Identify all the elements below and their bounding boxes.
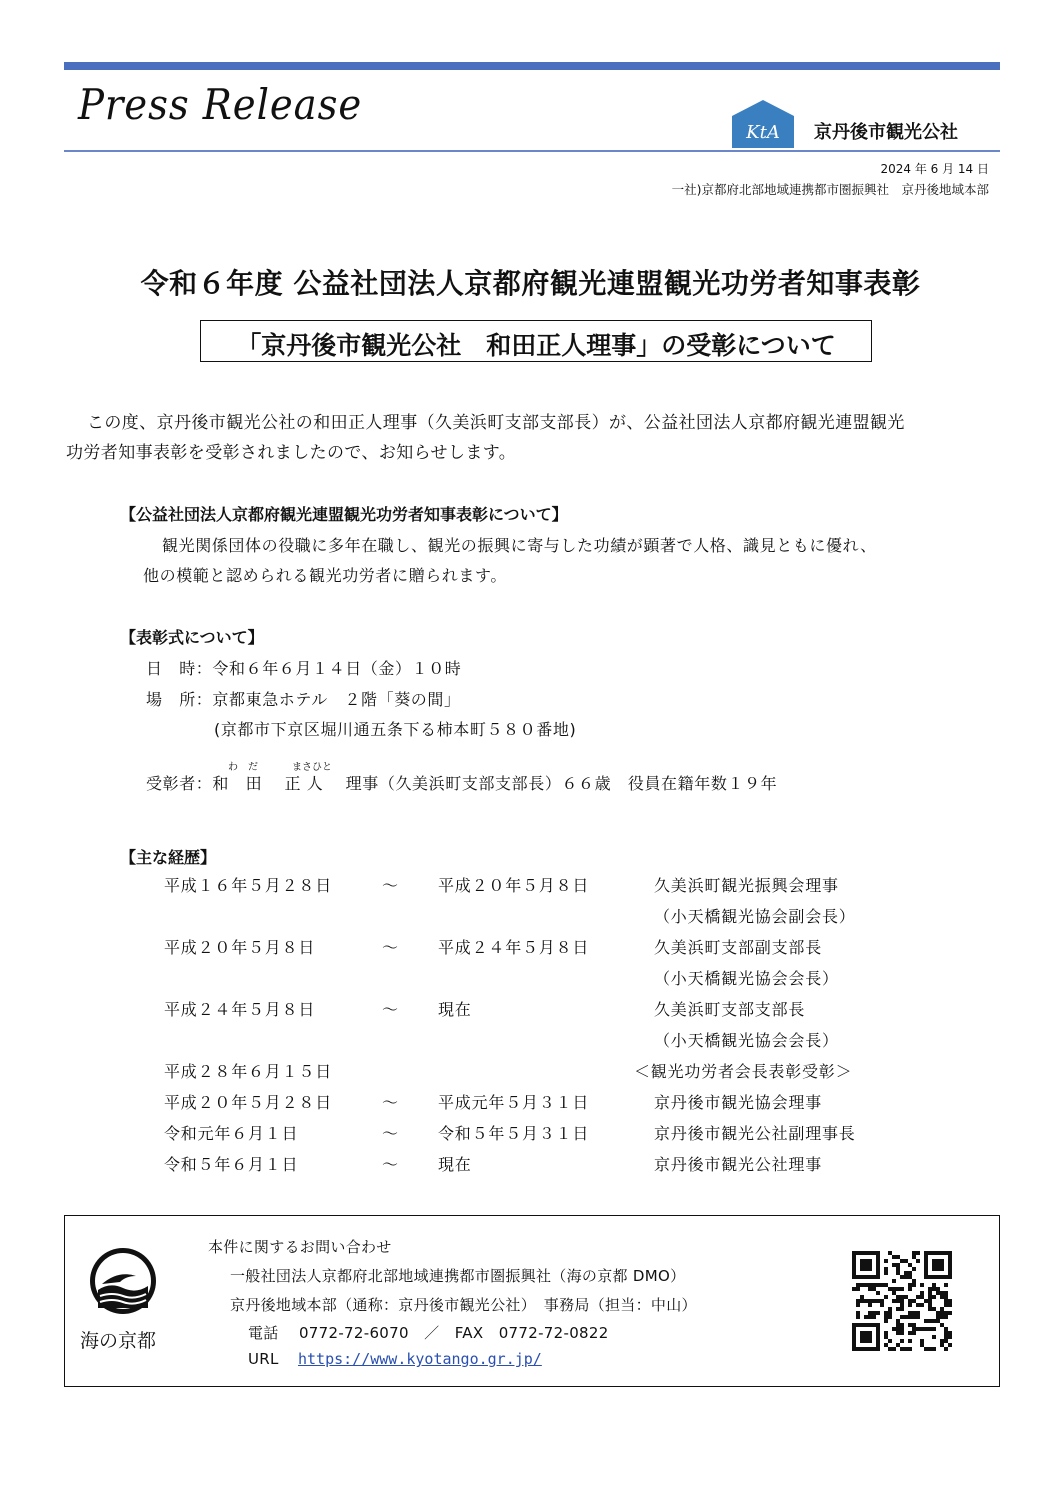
career-from: 平成２０年５月２８日: [164, 1093, 333, 1112]
contact-office: 京丹後地域本部（通称：京丹後市観光公社） 事務局（担当：中山）: [230, 1296, 697, 1314]
ceremony-datetime: 日 時：令和６年６月１４日（金）１０時: [146, 659, 462, 678]
career-to: 現在: [438, 1000, 472, 1019]
intro-line-2: 功労者知事表彰を受彰されましたので、お知らせします。: [66, 443, 517, 463]
career-role: 久美浜町支部支部長: [654, 1000, 806, 1019]
career-row: [0, 1152, 1061, 1182]
career-from: 令和元年６月１日: [164, 1124, 299, 1143]
career-role: （小天橋観光協会副会長）: [654, 907, 856, 926]
career-from: 平成２４年５月８日: [164, 1000, 316, 1019]
career-to: 平成２０年５月８日: [438, 876, 590, 895]
career-role: 久美浜町支部副支部長: [654, 938, 823, 957]
ceremony-recipient: 受彰者：和 田 正 人 理事（久美浜町支部支部長）６６歳 役員在籍年数１９年: [146, 774, 778, 793]
main-title: 令和６年度 公益社団法人京都府観光連盟観光功労者知事表彰: [140, 267, 921, 300]
career-role: 京丹後市観光公社理事: [654, 1155, 823, 1174]
career-sep: ～: [382, 876, 399, 895]
press-release-title: Press Release: [78, 80, 363, 129]
career-row: [0, 1028, 1061, 1058]
contact-heading: 本件に関するお問い合わせ: [208, 1238, 392, 1256]
ruby-wada: わ だ: [228, 762, 258, 773]
career-role: （小天橋観光協会会長）: [654, 969, 839, 988]
subtitle: 「京丹後市観光公社 和田正人理事」の受彰について: [236, 331, 836, 360]
umi-no-kyoto-text: 海の京都: [80, 1330, 157, 1352]
about-line-1: 観光関係団体の役職に多年在職し、観光の振興に寄与した功績が顕著で人格、識見ともに優れ、: [162, 536, 877, 555]
career-from: 平成１６年５月２８日: [164, 876, 333, 895]
umi-no-kyoto-logo-icon: [88, 1246, 158, 1316]
career-sep: ～: [382, 1155, 399, 1174]
intro-line-1: この度、京丹後市観光公社の和田正人理事（久美浜町支部支部長）が、公益社団法人京都府観光連盟観光: [87, 413, 905, 433]
career-row: [0, 935, 1061, 965]
career-heading: 【主な経歴】: [120, 848, 217, 867]
career-role: ＜観光功労者会長表彰受彰＞: [634, 1062, 853, 1081]
about-heading: 【公益社団法人京都府観光連盟観光功労者知事表彰について】: [120, 505, 568, 524]
ceremony-place: 場 所：京都東急ホテル ２階「葵の間」: [146, 690, 461, 709]
career-to: 現在: [438, 1155, 472, 1174]
about-line-2: 他の模範と認められる観光功労者に贈られます。: [143, 566, 507, 585]
career-row: [0, 904, 1061, 934]
career-from: 令和５年６月１日: [164, 1155, 299, 1174]
release-date: 2024 年 6 月 14 日: [880, 162, 989, 176]
career-row: [0, 997, 1061, 1027]
career-row: [0, 966, 1061, 996]
career-row: [0, 1059, 1061, 1089]
career-role: （小天橋観光協会会長）: [654, 1031, 839, 1050]
career-to: 令和５年５月３１日: [438, 1124, 590, 1143]
kta-house-logo-icon: [728, 98, 798, 150]
career-row: [0, 1121, 1061, 1151]
career-to: 平成２４年５月８日: [438, 938, 590, 957]
contact-org: 一般社団法人京都府北部地域連携都市圏振興社（海の京都 DMO）: [230, 1267, 686, 1285]
header-top-bar: [64, 62, 1000, 70]
career-row: [0, 1090, 1061, 1120]
career-sep: ～: [382, 938, 399, 957]
header-divider: [64, 150, 1000, 152]
career-role: 京丹後市観光公社副理事長: [654, 1124, 856, 1143]
org-name: 京丹後市観光公社: [814, 122, 958, 143]
ceremony-address: (京都市下京区堀川通五条下る柿本町５８０番地): [214, 720, 577, 739]
career-sep: ～: [382, 1093, 399, 1112]
career-role: 久美浜町観光振興会理事: [654, 876, 839, 895]
svg-text:KtA: KtA: [746, 122, 780, 143]
career-from: 平成２８年６月１５日: [164, 1062, 333, 1081]
career-sep: ～: [382, 1000, 399, 1019]
contact-url-label: URL: [248, 1350, 279, 1368]
issuer: 一社)京都府北部地域連携都市圏振興社 京丹後地域本部: [671, 182, 989, 197]
qr-code-icon[interactable]: [852, 1251, 952, 1351]
career-row: [0, 873, 1061, 903]
contact-phone: 電話 0772-72-6070 ／ FAX 0772-72-0822: [248, 1324, 609, 1342]
career-role: 京丹後市観光協会理事: [654, 1093, 823, 1112]
career-to: 平成元年５月３１日: [438, 1093, 590, 1112]
ruby-masahito: まさひと: [292, 762, 332, 773]
contact-url-link[interactable]: https://www.kyotango.gr.jp/: [298, 1350, 542, 1368]
ceremony-heading: 【表彰式について】: [120, 628, 264, 647]
career-from: 平成２０年５月８日: [164, 938, 316, 957]
career-sep: ～: [382, 1124, 399, 1143]
